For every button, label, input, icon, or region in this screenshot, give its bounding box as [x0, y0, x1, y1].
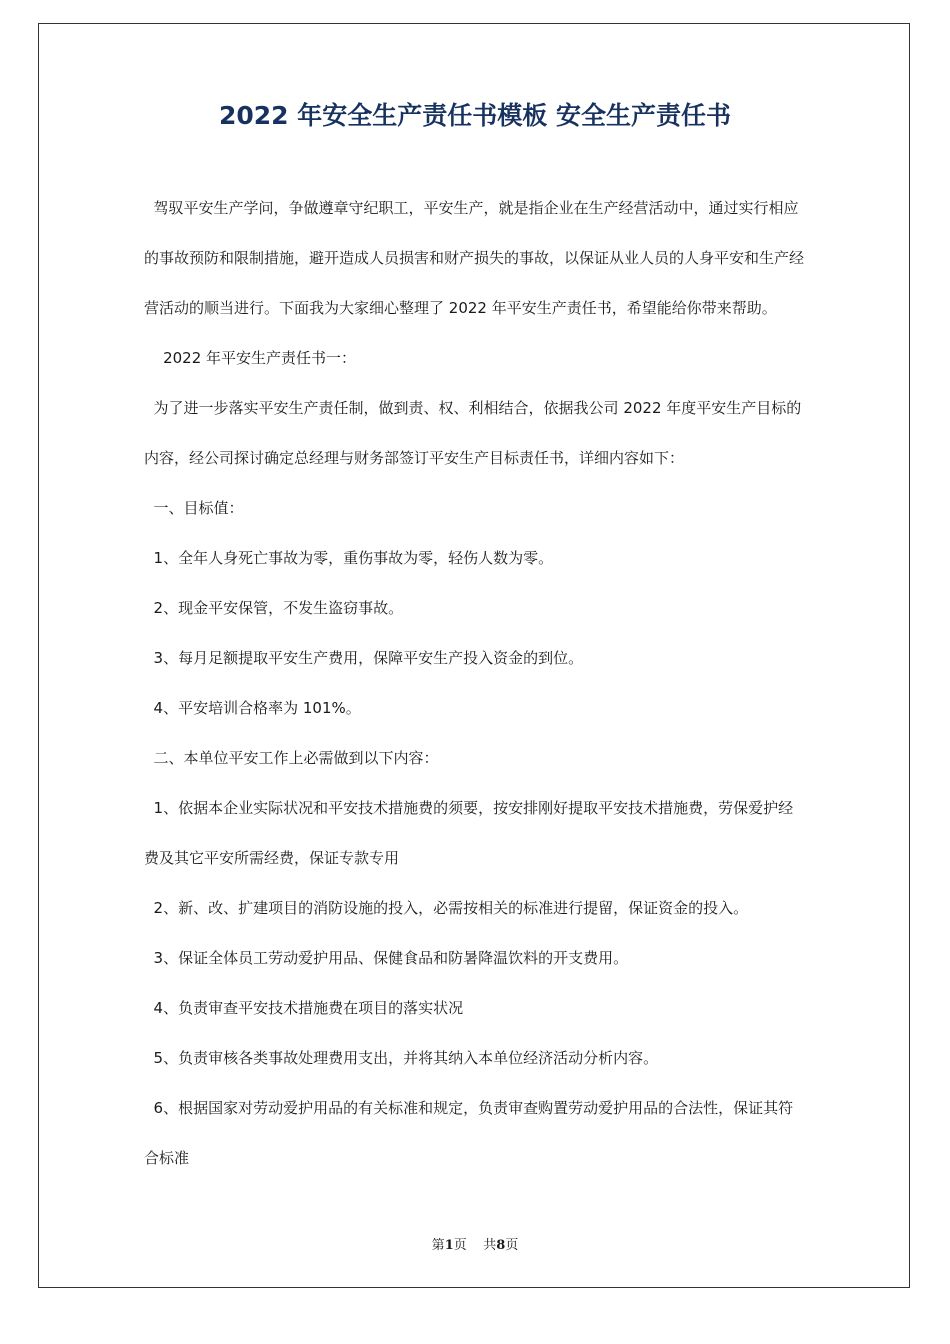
paragraph: 驾驭平安生产学问，争做遵章守纪职工，平安生产，就是指企业在生产经营活动中，通过实行相应的事故预防和限制措施，避开造成人员损害和财产损失的事故，以保证从业人员的人身平安和生产经营活动的顺当进行。下面我为大家细心整理了 2022 年平安生产责任书，希望能给你带来帮助。	[144, 199, 805, 317]
page-footer	[0, 1234, 950, 1253]
page-prefix: 第	[431, 1238, 445, 1253]
paragraph: 一、目标值：	[144, 499, 244, 517]
paragraph: 4、平安培训合格率为 101%。	[144, 699, 361, 717]
document-body	[144, 183, 808, 1183]
paragraph: 5、负责审核各类事故处理费用支出，并将其纳入本单位经济活动分析内容。	[144, 1049, 659, 1067]
paragraph: 6、根据国家对劳动爱护用品的有关标准和规定，负责审查购置劳动爱护用品的合法性，保证其符合标准	[144, 1099, 794, 1167]
paragraph: 3、每月足额提取平安生产费用，保障平安生产投入资金的到位。	[144, 649, 584, 667]
paragraph: 二、本单位平安工作上必需做到以下内容：	[144, 749, 439, 767]
page-current: 1	[444, 1238, 454, 1253]
paragraph: 2、现金平安保管，不发生盗窃事故。	[144, 599, 404, 617]
page-total: 8	[496, 1238, 506, 1253]
document-title: 2022 年安全生产责任书模板 安全生产责任书	[219, 101, 731, 130]
paragraph: 4、负责审查平安技术措施费在项目的落实状况	[144, 999, 464, 1017]
paragraph: 2、新、改、扩建项目的消防设施的投入，必需按相关的标准进行提留，保证资金的投入。	[144, 899, 749, 917]
page-suffix: 页	[505, 1238, 519, 1253]
paragraph: 1、全年人身死亡事故为零，重伤事故为零，轻伤人数为零。	[144, 549, 554, 567]
paragraph: 3、保证全体员工劳动爱护用品、保健食品和防暑降温饮料的开支费用。	[144, 949, 629, 967]
page-mid: 页 共	[453, 1238, 497, 1253]
paragraph: 为了进一步落实平安生产责任制，做到责、权、利相结合，依据我公司 2022 年度平安生产目标的内容，经公司探讨确定总经理与财务部签订平安生产目标责任书，详细内容如下：	[144, 399, 802, 467]
paragraph: 1、依据本企业实际状况和平安技术措施费的须要，按安排刚好提取平安技术措施费，劳保爱护经费及其它平安所需经费，保证专款专用	[144, 799, 794, 867]
paragraph: 2022 年平安生产责任书一：	[144, 349, 357, 367]
